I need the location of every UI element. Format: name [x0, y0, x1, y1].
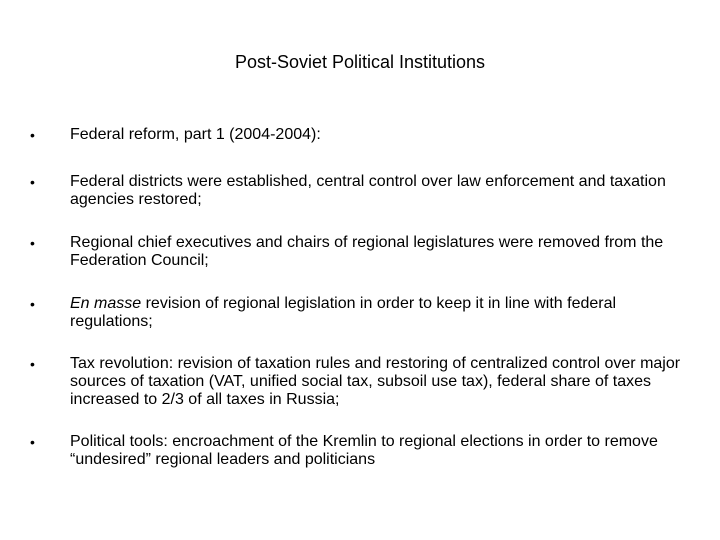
bullet-text: Regional chief executives and chairs of regional legislatures were removed from the Federation Council; — [70, 234, 664, 269]
bullet-icon: • — [30, 127, 35, 143]
bullet-text: Federal reform, part 1 (2004-2004): — [70, 126, 321, 143]
bullet-icon: • — [30, 296, 35, 312]
bullet-text: Federal districts were established, central control over law enforcement and taxation agencies restored; — [70, 173, 666, 208]
bullet-icon: • — [30, 356, 35, 372]
bullet-text: Tax revolution: revision of taxation rules and restoring of centralized control over major sources of taxation (VAT, unified social tax, subsoil use tax), federal share of taxes increased to 2/3 of all taxes in Russia; — [70, 355, 681, 408]
bullet-icon: • — [30, 235, 35, 251]
bullet-text — [70, 295, 685, 331]
slide-title: Post-Soviet Political Institutions — [234, 52, 486, 72]
bullet-icon: • — [30, 174, 35, 190]
emphasis-text: En masse — [70, 295, 142, 312]
bullet-text: Political tools: encroachment of the Kremlin to regional elections in order to remove “undesired” regional leaders and politicians — [70, 433, 658, 468]
bullet-text-remainder: revision of regional legislation in order to keep it in line with federal regulations; — [70, 295, 617, 330]
bullet-icon: • — [30, 434, 35, 450]
